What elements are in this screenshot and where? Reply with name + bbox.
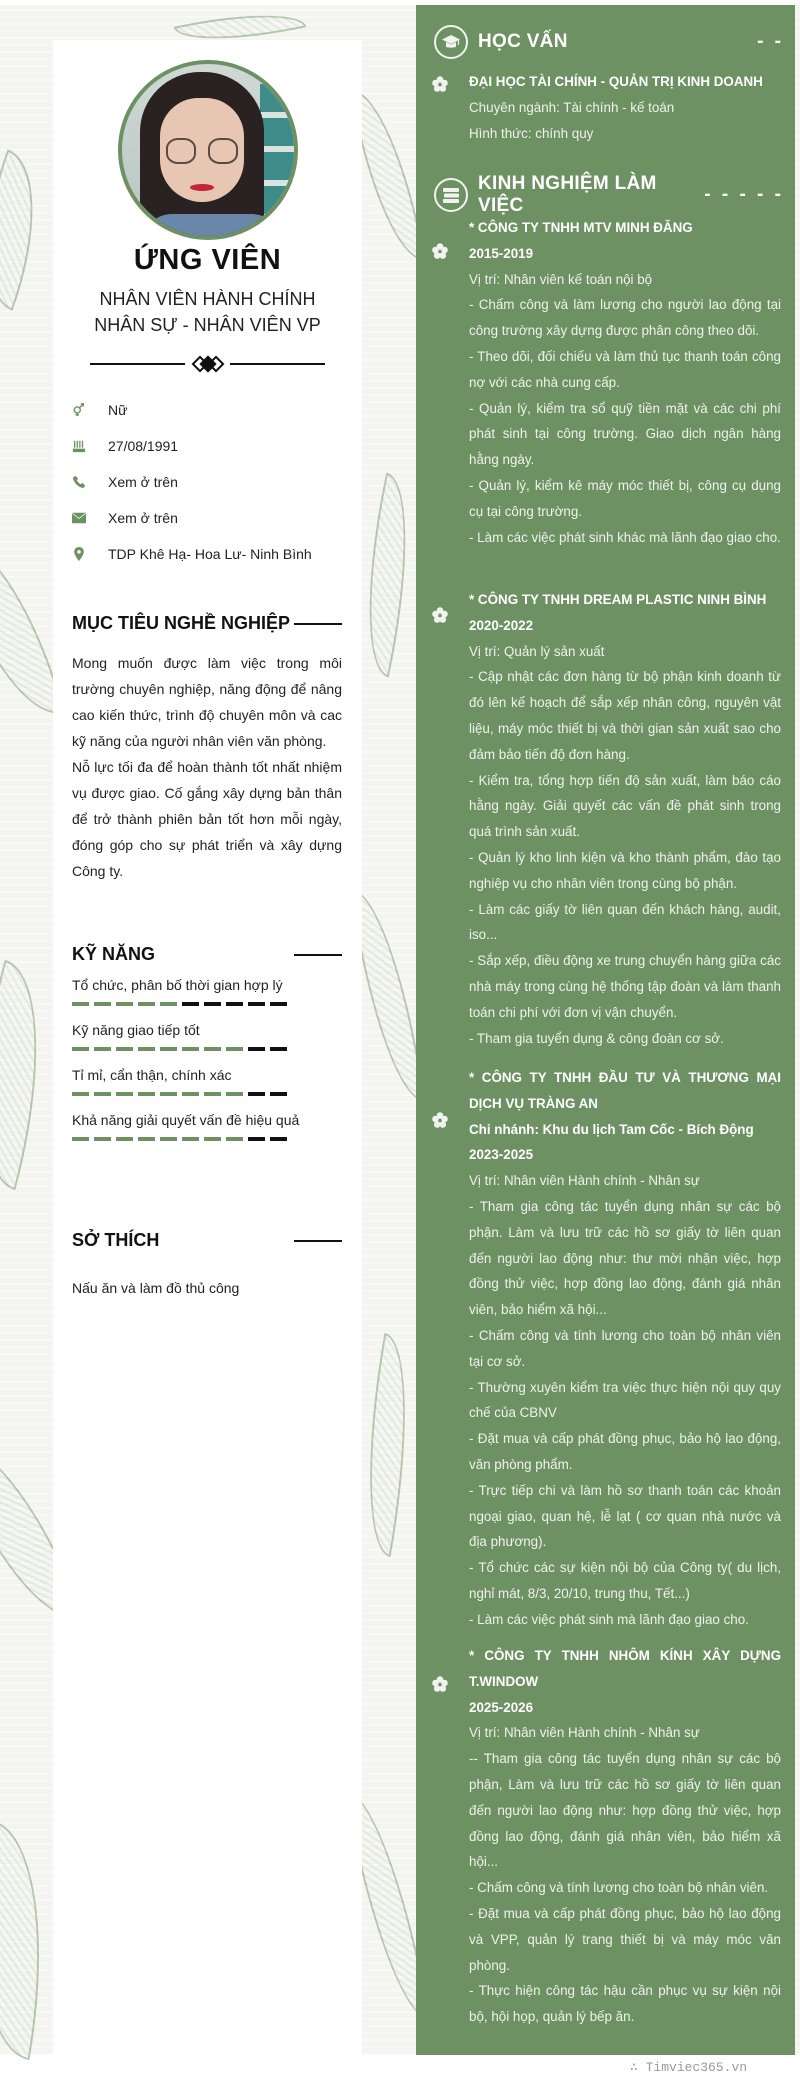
objective-paragraph: Mong muốn được làm việc trong môi trường chuyên nghiệp, năng động để nâng cao kiến thức, trình độ chuyên môn và cac kỹ năng của người nhân viên văn phòng. — [72, 655, 342, 749]
section-title-text: SỞ THÍCH — [72, 1230, 160, 1250]
skill-name: Khả năng giải quyết vấn đề hiệu quả — [72, 1112, 300, 1128]
skill-segment — [138, 1092, 155, 1096]
avatar — [118, 60, 298, 240]
section-rule — [294, 954, 342, 956]
skill-segment — [248, 1092, 265, 1096]
skill-segment — [138, 1137, 155, 1141]
section-header-experience — [434, 173, 784, 217]
skill-segment — [160, 1002, 177, 1006]
info-value: Nữ — [108, 402, 128, 418]
info-gender — [72, 392, 352, 428]
period: 2020-2022 — [469, 617, 534, 633]
info-phone — [72, 464, 352, 500]
duty: - Đặt mua và cấp phát đồng phục, bảo hộ lao động, văn phòng phẩm. — [469, 1431, 781, 1472]
section-title-hobbies — [72, 1230, 342, 1251]
duty: - Cập nhật các đơn hàng từ bộ phận kinh doanh từ đó lên kế hoạch để sắp xếp nhân công, nguyên vật liệu, máy móc thiết bị và thời gian sản xuất sao cho đảm bảo tiến độ đơn hàng. — [469, 669, 781, 762]
duty: - Quản lý, kiểm tra sổ quỹ tiền mặt và các chi phí phát sinh tại công trường. Giao dịch ngân hàng hằng ngày. — [469, 400, 781, 468]
duty: - Chấm công và làm lương cho người lao động tại công trường xây dựng được phân công theo dõi. — [469, 297, 781, 339]
skill-segment — [116, 1002, 133, 1006]
period: 2025-2026 — [469, 1699, 534, 1715]
skill-item — [72, 1017, 342, 1051]
duty: - Làm các giấy tờ liên quan đến khách hàng, audit, iso... — [469, 901, 781, 943]
skill-segment — [226, 1002, 243, 1006]
skill-segment — [270, 1047, 287, 1051]
skill-item — [72, 972, 342, 1006]
experience-entry — [416, 215, 795, 550]
skill-segment — [116, 1137, 133, 1141]
skill-segment — [226, 1092, 243, 1096]
position: Vị trí: Nhân viên Hành chính - Nhân sự — [469, 1173, 700, 1189]
birthday-cake-icon — [72, 439, 108, 453]
duty: - Chấm công và tính lương cho toàn bộ nhân viên. — [469, 1880, 769, 1896]
skill-level-bar — [72, 1092, 342, 1096]
info-value: 27/08/1991 — [108, 438, 179, 454]
experience-entry — [416, 587, 795, 1051]
skill-segment — [94, 1092, 111, 1096]
skill-item — [72, 1062, 342, 1096]
skill-segment — [72, 1137, 89, 1141]
skill-segment — [72, 1092, 89, 1096]
duty: - Theo dõi, đối chiếu và làm thủ tục thanh toán công nợ với các nhà cung cấp. — [469, 348, 781, 390]
duty: - Sắp xếp, điều động xe trung chuyển hàng giữa các nhà máy trong cùng hệ thống tập đoàn và làm thanh toán chi phí với đơn vị vận chuyển. — [469, 953, 781, 1020]
duty: - Làm các việc phát sinh khác mà lãnh đạo giao cho. — [469, 529, 781, 545]
skill-item — [72, 1107, 342, 1141]
skill-segment — [270, 1137, 287, 1141]
objective-text — [72, 650, 342, 884]
map-pin-icon — [72, 547, 108, 561]
skill-segment — [248, 1047, 265, 1051]
section-header-education — [434, 25, 784, 59]
objective-paragraph: Nỗ lực tối đa để hoàn thành tốt nhất nhiệm vụ được giao. Cố gắng xây dựng bản thân để trở thành phiên bản tốt hơn mỗi ngày, đóng góp cho sự phát triển và xây dựng Công ty. — [72, 759, 342, 879]
skill-segment — [204, 1092, 221, 1096]
duty: - Tham gia tuyển dụng & công đoàn cơ sở. — [469, 1030, 724, 1046]
info-birthday — [72, 428, 352, 464]
info-email — [72, 500, 352, 536]
duty: - Trực tiếp chi và làm hồ sơ thanh toán các khoản ngoại giao, quan hệ, lễ lạt ( cơ quan nhà nước và địa phương). — [469, 1482, 781, 1550]
section-dashes: - - - - - — [704, 184, 784, 205]
skill-segment — [116, 1047, 133, 1051]
skill-segment — [226, 1137, 243, 1141]
company-name: * CÔNG TY TNHH NHÔM KÍNH XÂY DỰNG T.WINDOW — [469, 1648, 781, 1689]
job-title-line: NHÂN SỰ - NHÂN VIÊN VP — [94, 315, 321, 335]
skill-segment — [270, 1092, 287, 1096]
position: Vị trí: Nhân viên kế toán nội bộ — [469, 271, 653, 287]
envelope-icon — [72, 511, 108, 525]
flower-bullet-icon — [432, 76, 448, 92]
period: 2023-2025 — [469, 1147, 534, 1163]
ornament-divider — [90, 354, 325, 374]
skill-level-bar — [72, 1137, 342, 1141]
skill-segment — [248, 1002, 265, 1006]
skill-segment — [270, 1002, 287, 1006]
skill-segment — [160, 1092, 177, 1096]
skill-segment — [160, 1047, 177, 1051]
section-rule — [294, 623, 342, 625]
job-title-line: NHÂN VIÊN HÀNH CHÍNH — [99, 289, 316, 309]
company-name: * CÔNG TY TNHH DREAM PLASTIC NINH BÌNH — [469, 592, 767, 607]
duty: - Quản lý kho linh kiện và kho thành phẩm, đào tạo nghiệp vụ cho nhân viên trong cùng bộ phận. — [469, 849, 781, 891]
flower-bullet-icon — [432, 1112, 448, 1128]
info-value: Xem ở trên — [108, 474, 178, 490]
skill-segment — [116, 1092, 133, 1096]
skill-name: Kỹ năng giao tiếp tốt — [72, 1022, 200, 1038]
skill-segment — [182, 1137, 199, 1141]
company-name: * CÔNG TY TNHH MTV MINH ĐĂNG — [469, 220, 693, 235]
phone-icon — [72, 475, 108, 489]
duty: - Tham gia công tác tuyển dụng nhân sự các bộ phận. Làm và lưu trữ các hồ sơ giấy tờ liên quan đến người lao động như: thư mời nhận việc, hợp đồng thử việc, hợp đồng lao động, đánh giá nhân viên, bảo hiểm xã hội... — [469, 1198, 781, 1318]
skill-level-bar — [72, 1002, 342, 1006]
position: Vị trí: Quản lý sản xuất — [469, 643, 605, 659]
skill-segment — [94, 1047, 111, 1051]
section-title-text: MỤC TIÊU NGHỀ NGHIỆP — [72, 613, 291, 633]
skill-segment — [138, 1047, 155, 1051]
duty: - Chấm công và tính lương cho toàn bộ nhân viên tại cơ sở. — [469, 1327, 781, 1369]
watermark: ∴ Timviec365.vn — [630, 2060, 748, 2075]
skill-name: Tổ chức, phân bố thời gian hợp lý — [72, 977, 283, 993]
gender-icon — [72, 403, 108, 417]
skill-segment — [204, 1002, 221, 1006]
skill-segment — [182, 1047, 199, 1051]
job-title — [53, 286, 362, 338]
info-address — [72, 536, 352, 572]
skill-level-bar — [72, 1047, 342, 1051]
branch: Chi nhánh: Khu du lịch Tam Cốc - Bích Động — [469, 1121, 754, 1137]
section-title-text: KỸ NĂNG — [72, 944, 156, 964]
duty: - Đặt mua và cấp phát đồng phục, bảo hộ lao động và VPP, quản lý trang thiết bị và máy móc văn phòng. — [469, 1905, 781, 1973]
duty: - Kiểm tra, tổng hợp tiến độ sản xuất, làm báo cáo hằng ngày. Giải quyết các vấn đề phát sinh trong quá trình sản xuất. — [469, 772, 781, 840]
skill-segment — [138, 1002, 155, 1006]
section-title-text: HỌC VẤN — [478, 31, 568, 52]
experience-entry — [416, 1643, 795, 2030]
skill-segment — [72, 1047, 89, 1051]
section-title-skills — [72, 944, 342, 965]
experience-entry — [416, 1065, 795, 1633]
duty: -- Tham gia công tác tuyển dụng nhân sự các bộ phận, Làm và lưu trữ các hồ sơ giấy tờ liên quan đến người lao động như: hợp đồng thử việc, hợp đồng lao động, đánh giá nhân viên, bảo hiểm xã hội... — [469, 1751, 781, 1870]
study-mode: Hình thức: chính quy — [469, 125, 594, 141]
flower-bullet-icon — [432, 607, 448, 623]
duty: - Tổ chức các sự kiện nội bộ của Công ty( du lịch, nghỉ mát, 8/3, 20/10, trung thu, Tết...) — [469, 1560, 781, 1601]
major: Chuyên ngành: Tài chính - kế toán — [469, 99, 675, 115]
duty: - Quản lý, kiểm kê máy móc thiết bị, công cụ dụng cụ tại công trường. — [469, 477, 781, 519]
graduation-cap-icon — [434, 25, 468, 59]
flower-bullet-icon — [432, 1676, 448, 1692]
skill-segment — [226, 1047, 243, 1051]
company-name: * CÔNG TY TNHH ĐẦU TƯ VÀ THƯƠNG MẠI DỊCH VỤ TRÀNG AN — [469, 1070, 781, 1111]
section-title-text: KINH NGHIỆM LÀM VIỆC — [478, 173, 657, 216]
skills-list — [72, 972, 342, 1152]
section-rule — [294, 1240, 342, 1242]
duty: - Thường xuyên kiểm tra việc thực hiện nội quy quy chế của CBNV — [469, 1379, 781, 1421]
flower-bullet-icon — [432, 243, 448, 259]
info-value: Xem ở trên — [108, 510, 178, 526]
hobby-text: Nấu ăn và làm đồ thủ công — [72, 1280, 240, 1296]
skill-segment — [94, 1137, 111, 1141]
skill-name: Tỉ mỉ, cẩn thận, chính xác — [72, 1067, 232, 1083]
position: Vị trí: Nhân viên Hành chính - Nhân sự — [469, 1725, 700, 1741]
skill-segment — [204, 1047, 221, 1051]
period: 2015-2019 — [469, 245, 534, 261]
section-title-objective — [72, 613, 342, 634]
skill-segment — [204, 1137, 221, 1141]
skill-segment — [72, 1002, 89, 1006]
skill-segment — [94, 1002, 111, 1006]
section-dashes: - - — [757, 31, 784, 52]
skill-segment — [182, 1002, 199, 1006]
skill-segment — [160, 1137, 177, 1141]
education-entry — [416, 69, 795, 146]
candidate-name: ỨNG VIÊN — [133, 244, 282, 276]
books-icon — [434, 178, 468, 212]
right-column-panel — [416, 5, 795, 2055]
school-name: ĐẠI HỌC TÀI CHÍNH - QUẢN TRỊ KINH DOANH — [469, 74, 763, 89]
info-value: TDP Khê Hạ- Hoa Lư- Ninh Bình — [108, 546, 312, 562]
duty: - Làm các việc phát sinh mà lãnh đạo giao cho. — [469, 1611, 749, 1627]
diamond-ornament-icon — [190, 354, 226, 374]
skill-segment — [182, 1092, 199, 1096]
duty: - Thực hiện công tác hậu cần phục vụ sự kiện nội bộ, hội họp, quản lý bếp ăn. — [469, 1983, 781, 2025]
personal-info-list — [72, 392, 352, 572]
skill-segment — [248, 1137, 265, 1141]
